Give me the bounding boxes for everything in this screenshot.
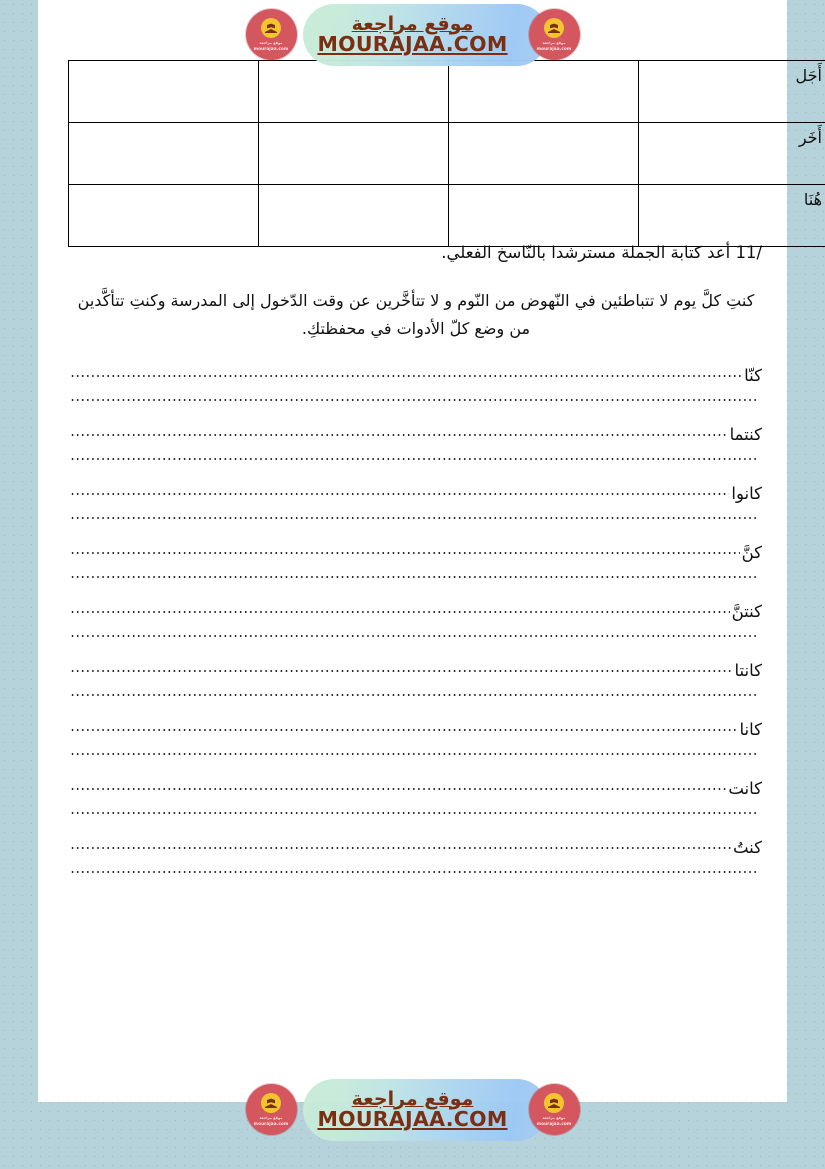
logo-emblem-icon (544, 1093, 564, 1113)
answer-group (70, 714, 762, 763)
answer-dotted-line[interactable] (70, 664, 733, 678)
worksheet-sheet (38, 0, 822, 1102)
answer-pronoun-label: كانوا (731, 483, 762, 503)
answer-group (70, 537, 762, 586)
watermark-badge[interactable] (248, 1, 578, 69)
table-blank-cell[interactable] (449, 185, 639, 247)
answer-pronoun-label: كانت (728, 778, 762, 798)
logo-caption (537, 41, 572, 51)
answer-pronoun-label: كنّا (744, 365, 762, 385)
prompt-sentence (70, 287, 762, 342)
watermark-badge[interactable] (248, 1076, 578, 1144)
table-word-cell: أَخَر (639, 123, 825, 185)
answer-row (70, 419, 762, 444)
logo-emblem-icon (261, 1093, 281, 1113)
answer-dotted-line[interactable] (70, 487, 729, 501)
watermark-text-block (317, 14, 507, 57)
prompt-sentence-line-2: وكنتِ تتأكَّدين من وضع كلّ الأدوات في محفظتكِ. (77, 291, 531, 338)
watermark-text-block (317, 1089, 507, 1132)
answer-pronoun-label: كنتُ (732, 837, 762, 857)
answer-row-continuation (70, 739, 762, 763)
table-blank-cell[interactable] (69, 185, 259, 247)
logo-caption-arabic: موقع مراجعة (259, 41, 283, 46)
answer-dotted-line[interactable] (70, 546, 740, 560)
logo-caption (254, 41, 289, 51)
logo-caption-domain: mourajaa.com (536, 1120, 572, 1126)
table-row (69, 185, 825, 247)
answer-row-continuation (70, 562, 762, 586)
answer-pronoun-label: كانا (739, 719, 762, 739)
answer-group (70, 832, 762, 881)
answer-dotted-line[interactable] (70, 570, 758, 584)
table-blank-cell[interactable] (259, 185, 449, 247)
answer-group (70, 478, 762, 527)
answer-row-continuation (70, 621, 762, 645)
table-body (69, 61, 825, 247)
answer-dotted-line[interactable] (70, 865, 758, 879)
logo-caption (254, 1116, 289, 1126)
watermark-domain-text[interactable]: MOURAJAA.COM (317, 31, 508, 56)
answer-row (70, 655, 762, 680)
prompt-sentence-line-1: كنتِ كلَّ يوم لا تتباطئين في النّهوض من النّوم و لا تتأخَّرين عن وقت الدّخول إلى المدرسة (170, 291, 755, 310)
logo-caption-domain: mourajaa.com (536, 45, 572, 51)
watermark-domain-text[interactable]: MOURAJAA.COM (317, 1106, 508, 1131)
answer-dotted-line[interactable] (70, 629, 758, 643)
answer-row (70, 360, 762, 385)
answer-row (70, 773, 762, 798)
answer-row (70, 537, 762, 562)
table-blank-cell[interactable] (259, 123, 449, 185)
answer-row-continuation (70, 798, 762, 822)
answer-row-continuation (70, 444, 762, 468)
answer-row-continuation (70, 857, 762, 881)
answer-dotted-line[interactable] (70, 605, 730, 619)
question-11-text: /11 أعد كتابة الجملة مسترشدا بالنّاسخ الفعلي. (441, 243, 762, 262)
mourajaa-logo-icon (246, 1084, 297, 1135)
logo-caption (537, 1116, 572, 1126)
table-blank-cell[interactable] (69, 123, 259, 185)
answer-dotted-line[interactable] (70, 841, 731, 855)
answer-row-continuation (70, 680, 762, 704)
answer-pronoun-label: كانتا (734, 660, 762, 680)
mourajaa-logo-icon (529, 9, 580, 60)
answer-row (70, 596, 762, 621)
logo-caption-arabic: موقع مراجعة (259, 1116, 283, 1121)
watermark-arabic-text: موقع مراجعة (351, 12, 474, 35)
logo-caption-arabic: موقع مراجعة (542, 1116, 566, 1121)
answer-lines-container (70, 360, 762, 891)
table-word-cell: أَجَل (639, 61, 825, 123)
answer-dotted-line[interactable] (70, 723, 737, 737)
answer-dotted-line[interactable] (70, 393, 758, 407)
table-word-cell: هُنَا (639, 185, 825, 247)
answer-dotted-line[interactable] (70, 806, 758, 820)
answer-group (70, 655, 762, 704)
mourajaa-logo-icon (246, 9, 297, 60)
answer-dotted-line[interactable] (70, 369, 742, 383)
answer-dotted-line[interactable] (70, 782, 726, 796)
watermark-bottom (0, 1075, 825, 1145)
table-row (69, 123, 825, 185)
answer-dotted-line[interactable] (70, 688, 758, 702)
answer-row-continuation (70, 385, 762, 409)
logo-emblem-icon (544, 18, 564, 38)
exercise-table (68, 60, 825, 247)
answer-group (70, 773, 762, 822)
answer-dotted-line[interactable] (70, 452, 758, 466)
logo-emblem-icon (261, 18, 281, 38)
answer-dotted-line[interactable] (70, 428, 728, 442)
answer-group (70, 596, 762, 645)
answer-group (70, 360, 762, 409)
answer-pronoun-label: كنتما (729, 424, 762, 444)
answer-dotted-line[interactable] (70, 747, 758, 761)
watermark-top (0, 0, 825, 70)
logo-caption-arabic: موقع مراجعة (542, 41, 566, 46)
watermark-arabic-text: موقع مراجعة (351, 1087, 474, 1110)
answer-row (70, 714, 762, 739)
logo-caption-domain: mourajaa.com (253, 1120, 289, 1126)
answer-dotted-line[interactable] (70, 511, 758, 525)
answer-pronoun-label: كنتنَّ (731, 601, 762, 621)
mourajaa-logo-icon (529, 1084, 580, 1135)
logo-caption-domain: mourajaa.com (253, 45, 289, 51)
table-blank-cell[interactable] (449, 123, 639, 185)
answer-pronoun-label: كنَّ (741, 542, 762, 562)
answer-group (70, 419, 762, 468)
answer-row (70, 478, 762, 503)
answer-row-continuation (70, 503, 762, 527)
answer-row (70, 832, 762, 857)
